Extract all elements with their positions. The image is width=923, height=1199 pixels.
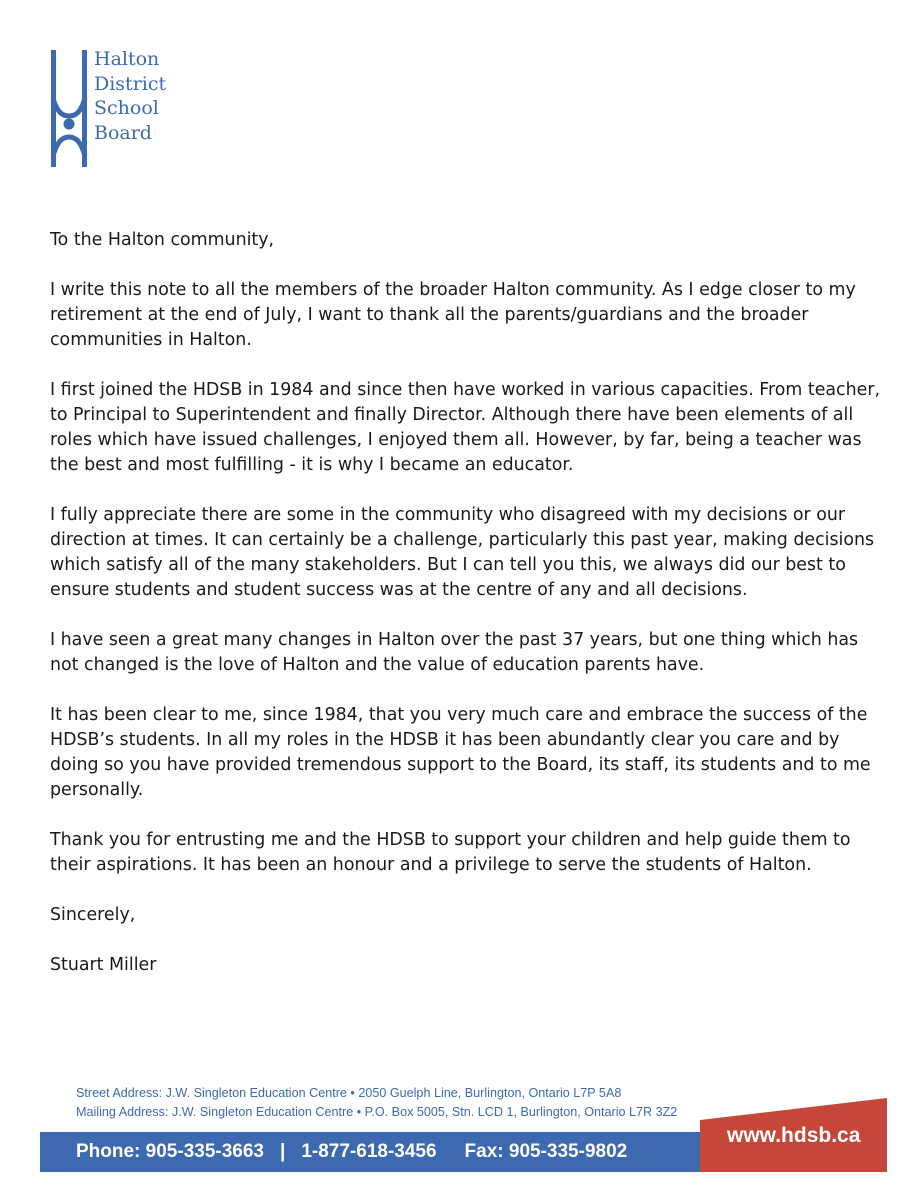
footer-addresses (76, 1084, 677, 1122)
letter-signature: Stuart Miller (50, 955, 157, 975)
letter-greeting: To the Halton community, (50, 230, 275, 250)
mailing-address: Mailing Address: J.W. Singleton Education Centre • P.O. Box 5005, Stn. LCD 1, Burlington, Ontario L7R 3Z2 (76, 1105, 678, 1119)
logo-line-school: School (94, 97, 159, 119)
tollfree-number: 1-877-618-3456 (301, 1141, 437, 1162)
street-address: Street Address: J.W. Singleton Education Centre • 2050 Guelph Line, Burlington, Ontario L7P 5A8 (76, 1086, 622, 1100)
letter-paragraph: I fully appreciate there are some in the community who disagreed with my decisions or our direction at times. It can certainly be a challenge, particularly this past year, making decisions which satisfy all of the many stakeholders. But I can tell you this, we always did our best to ensure students and student success was at the centre of any and all decisions. (50, 505, 875, 600)
letter-paragraph: I first joined the HDSB in 1984 and since then have worked in various capacities. From teacher, to Principal to Superintendent and finally Director. Although there have been elements of all roles which have issued challenges, I enjoyed them all. However, by far, being a teacher was the best and most fulfilling - it is why I became an educator. (50, 380, 881, 475)
footer-contacts (76, 1132, 627, 1172)
phone-number: Phone: 905-335-3663 (76, 1141, 264, 1162)
fax-number: Fax: 905-335-9802 (464, 1141, 628, 1162)
letter-body (50, 228, 880, 978)
hdsb-logo (48, 46, 188, 171)
letter-paragraph: It has been clear to me, since 1984, that you very much care and embrace the success of the HDSB’s students. In all my roles in the HDSB it has been abundantly clear you care and by doing so you have provided tremendous support to the Board, its staff, its students and to me personally. (50, 705, 871, 800)
logo-line-halton: Halton (94, 48, 160, 70)
logo-line-board: Board (94, 121, 152, 144)
letter-paragraph: Thank you for entrusting me and the HDSB to support your children and help guide them to their aspirations. It has been an honour and a privilege to serve the students of Halton. (50, 830, 851, 875)
letter-paragraph: I write this note to all the members of the broader Halton community. As I edge closer to my retirement at the end of July, I want to thank all the parents/guardians and the broader communities in Halton. (50, 280, 856, 350)
contact-separator: | (280, 1141, 286, 1162)
letter-paragraph: I have seen a great many changes in Halton over the past 37 years, but one thing which has not changed is the love of Halton and the value of education parents have. (50, 630, 859, 675)
logo-wordmark (94, 47, 166, 145)
letter-closing: Sincerely, (50, 905, 136, 925)
logo-line-district: District (94, 72, 167, 95)
website-link[interactable]: www.hdsb.ca (727, 1124, 861, 1147)
hdsb-logo-icon (48, 46, 90, 168)
